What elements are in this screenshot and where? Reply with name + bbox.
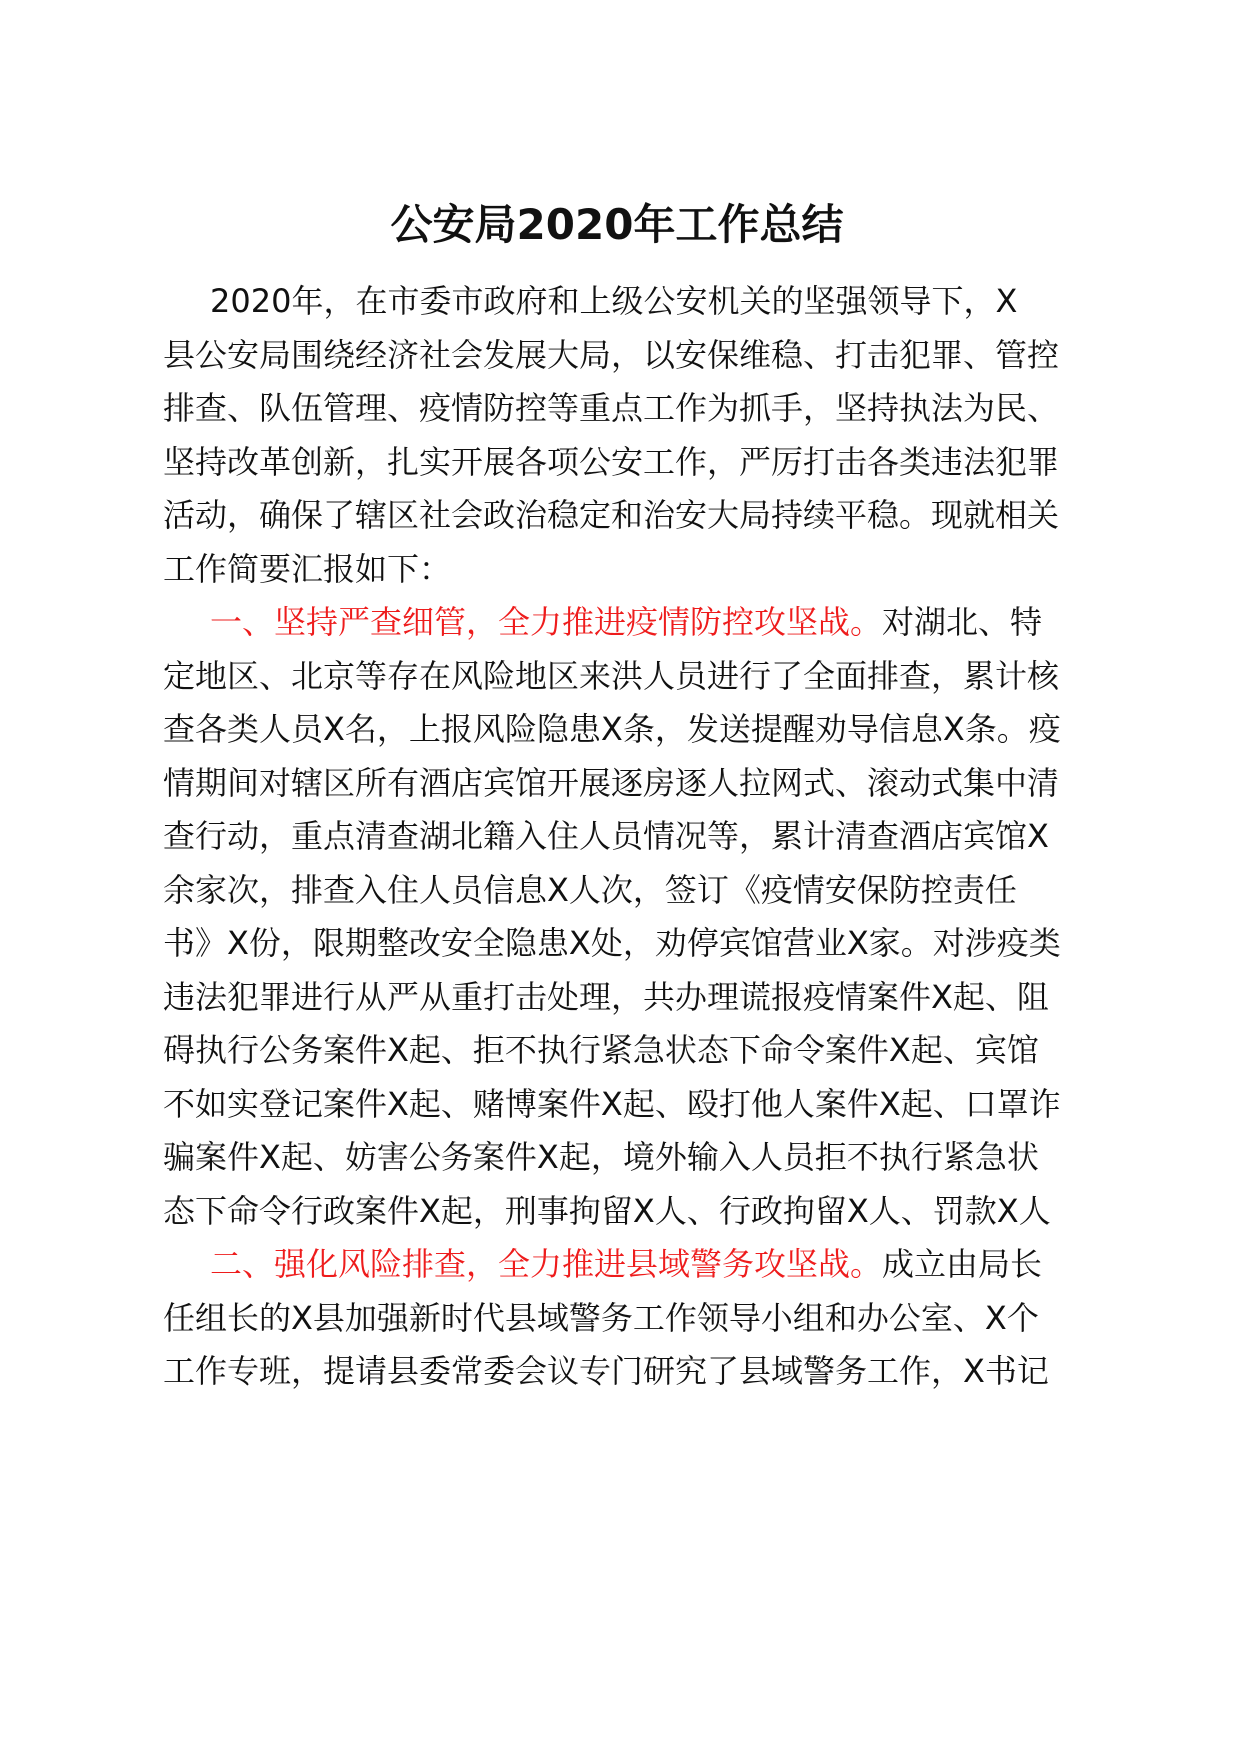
body-line [163, 806, 1049, 866]
body-text-segment: 查行动，重点清查湖北籍入住人员情况等，累计清查酒店宾馆X [163, 817, 1049, 855]
body-text-segment: 不如实登记案件X起、赌博案件X起、殴打他人案件X起、口罩诈 [163, 1084, 1061, 1123]
body-line [163, 913, 1061, 973]
body-line [210, 1234, 1042, 1294]
body-line [163, 1288, 1039, 1348]
body-text-segment: 排查、队伍管理、疫情防控等重点工作为抓手，坚持执法为民、 [163, 389, 1060, 427]
section-heading: 一、坚持严查细管，全力推进疫情防控攻坚战。 [210, 603, 883, 641]
body-line [163, 539, 451, 599]
body-line [163, 1074, 1061, 1134]
document-title: 公安局2020年工作总结 [390, 200, 844, 249]
body-line [163, 485, 1059, 545]
body-line [163, 1020, 1039, 1080]
body-text-segment: 县公安局围绕经济社会发展大局，以安保维稳、打击犯罪、管控 [163, 335, 1060, 374]
section-heading: 二、强化风险排查，全力推进县域警务攻坚战。 [210, 1245, 883, 1283]
body-line [163, 1127, 1039, 1187]
body-line [163, 646, 1059, 706]
body-text-segment: 2020年，在市委市政府和上级公安机关的坚强领导下，X [210, 282, 1018, 320]
body-text-segment: 骗案件X起、妨害公务案件X起，境外输入人员拒不执行紧急状 [163, 1138, 1039, 1176]
body-text-segment: 余家次，排查入住人员信息X人次，签订《疫情安保防控责任 [163, 870, 1017, 909]
body-line [163, 432, 1059, 492]
body-text-segment: 查各类人员X名，上报风险隐患X条，发送提醒劝导信息X条。疫 [163, 710, 1061, 748]
body-text-segment: 态下命令行政案件X起，刑事拘留X人、行政拘留X人、罚款X人 [163, 1191, 1051, 1230]
body-line [163, 699, 1061, 759]
body-text-segment: 书》X份，限期整改安全隐患X处，劝停宾馆营业X家。对涉疫类 [163, 924, 1061, 962]
body-line [163, 860, 1017, 920]
body-text-segment: 工作专班，提请县委常委会议专门研究了县域警务工作，X书记 [163, 1352, 1049, 1390]
body-line [163, 753, 1059, 813]
body-line [210, 592, 1042, 652]
body-text-segment: 定地区、北京等存在风险地区来洪人员进行了全面排查，累计核 [163, 656, 1060, 695]
body-text-segment: 违法犯罪进行从严从重打击处理，共办理谎报疫情案件X起、阻 [163, 977, 1049, 1016]
body-text-segment: 任组长的X县加强新时代县域警务工作领导小组和办公室、X个 [163, 1298, 1039, 1337]
body-line [163, 1181, 1051, 1241]
body-text-segment: 情期间对辖区所有酒店宾馆开展逐房逐人拉网式、滚动式集中清 [163, 763, 1060, 802]
body-text-segment: 坚持改革创新，扎实开展各项公安工作，严厉打击各类违法犯罪 [163, 442, 1060, 481]
body-line [210, 271, 1017, 331]
body-text-segment: 活动，确保了辖区社会政治稳定和治安大局持续平稳。现就相关 [163, 496, 1060, 534]
body-line [163, 325, 1059, 385]
body-line [163, 1341, 1049, 1401]
body-text-segment: 工作简要汇报如下： [163, 549, 452, 588]
body-line [163, 967, 1049, 1027]
body-line [163, 378, 1059, 438]
body-text-segment: 碍执行公务案件X起、拒不执行紧急状态下命令案件X起、宾馆 [163, 1031, 1039, 1069]
body-text-segment: 成立由局长 [882, 1245, 1043, 1283]
body-text-segment: 对湖北、特 [882, 603, 1043, 641]
